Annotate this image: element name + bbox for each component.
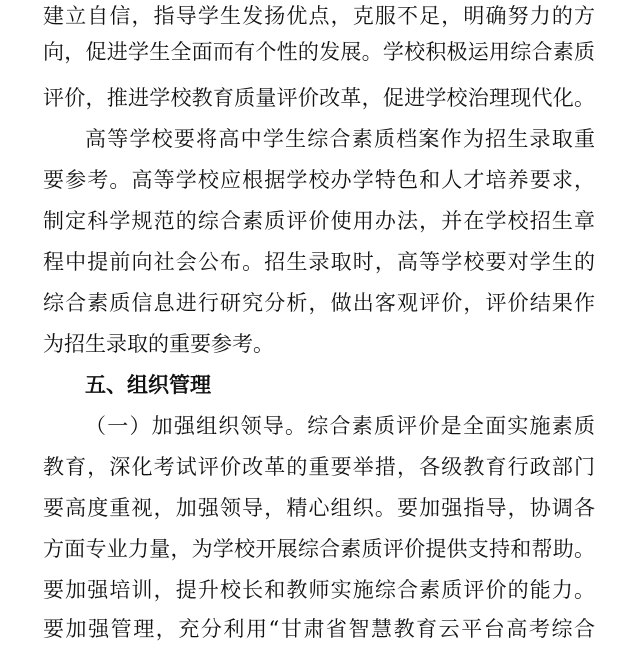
paragraph-line: 要参考。高等学校应根据学校办学特色和人才培养要求，	[43, 168, 595, 192]
paragraph-line: （一）加强组织领导。综合素质评价是全面实施素质	[85, 414, 595, 438]
paragraph-line: 方面专业力量，为学校开展综合素质评价提供支持和帮助。	[43, 537, 595, 561]
paragraph-line: 高等学校要将高中学生综合素质档案作为招生录取重	[85, 127, 595, 151]
paragraph-line: 制定科学规范的综合素质评价使用办法，并在学校招生章	[43, 209, 595, 233]
paragraph-line: 程中提前向社会公布。招生录取时，高等学校要对学生的	[43, 250, 595, 274]
paragraph-line: 为招生录取的重要参考。	[43, 332, 274, 356]
paragraph-line: 向，促进学生全面而有个性的发展。学校积极运用综合素质	[43, 40, 595, 64]
paragraph-line: 评价，推进学校教育质量评价改革，促进学校治理现代化。	[43, 86, 595, 110]
paragraph-line: 教育，深化考试评价改革的重要举措，各级教育行政部门	[43, 455, 595, 479]
paragraph-line: 要高度重视，加强领导，精心组织。要加强指导，协调各	[43, 496, 595, 520]
paragraph-line: 建立自信，指导学生发扬优点，克服不足，明确努力的方	[43, 4, 595, 28]
paragraph-line: 要加强管理，充分利用“甘肃省智慧教育云平台高考综合	[43, 617, 595, 641]
paragraph-line: 综合素质信息进行研究分析，做出客观评价，评价结果作	[43, 291, 595, 315]
paragraph-line: 要加强培训，提升校长和教师实施综合素质评价的能力。	[43, 578, 595, 602]
section-heading: 五、组织管理	[85, 373, 211, 397]
